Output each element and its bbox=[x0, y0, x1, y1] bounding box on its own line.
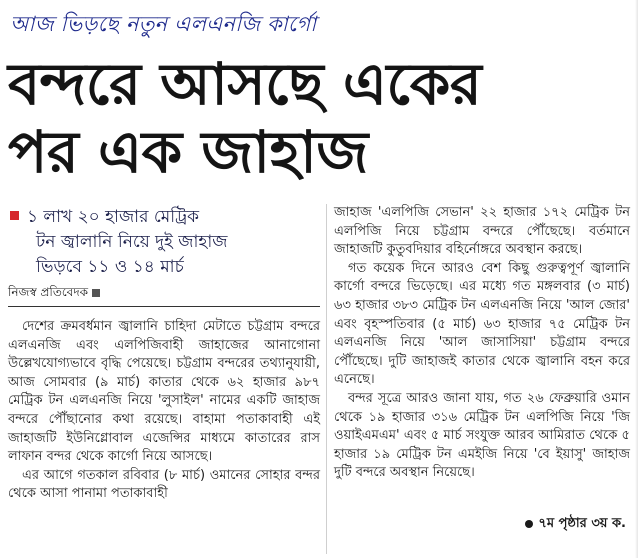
left-paragraph-2: এর আগে গতকাল রবিবার (৮ মার্চ) ওমানের সোহার বন্দর থেকে আসা পানামা পতাকাবাহী bbox=[8, 467, 320, 502]
byline-divider bbox=[8, 306, 320, 307]
article-summary bbox=[10, 205, 310, 280]
byline-square-icon bbox=[92, 289, 100, 297]
summary-line-1 bbox=[10, 205, 310, 230]
article-kicker: আজ ভিড়ছে নতুন এলএনজি কার্গো bbox=[10, 12, 317, 36]
article-headline bbox=[8, 50, 608, 186]
summary-line-3: ভিড়বে ১১ ও ১৪ মার্চ bbox=[36, 257, 184, 277]
byline-text: নিজস্ব প্রতিবেদক bbox=[8, 285, 89, 299]
headline-line-2: পর এক জাহাজ bbox=[8, 118, 368, 186]
bullet-dot-icon bbox=[525, 520, 533, 528]
headline-line-1: বন্দরে আসছে একের bbox=[8, 50, 482, 118]
right-paragraph-2: গত কয়েক দিনে আরও বেশ কিছু গুরুত্বপূর্ণ জ্বালানি কার্গো বন্দরে ভিড়েছে। এর মধ্যে গত মঙ্গলবার (৩ মার্চ) ৬৩ হাজার ৩৮৩ মেট্রিক টন এলএনজি নিয়ে 'আল জোর' এবং বৃহস্পতিবার (৫ মার্চ) ৬৩ হাজার ৭৫ মেট্রিক টন এলএনজি নিয়ে 'আল জাসাসিয়া' চট্টগ্রাম বন্দরে পৌঁছেছে। দুটি জাহাজই কাতার থেকে জ্বালানি বহন করে এনেছে। bbox=[334, 260, 630, 388]
left-paragraph-1: দেশের ক্রমবর্ধমান জ্বালানি চাহিদা মেটাতে চট্টগ্রাম বন্দরে এলএনজি এবং এলপিজিবাহী জাহাজের আনাগোনা উল্লেখযোগ্যভাবে বৃদ্ধি পেয়েছে। চট্টগ্রাম বন্দরের তথ্যানুযায়ী, আজ সোমবার (৯ মার্চ) কাতার থেকে ৬২ হাজার ৯৮৭ মেট্রিক টন এলএনজি নিয়ে 'লুসাইল' নামের একটি জাহাজ বন্দরে পৌঁছানোর কথা রয়েছে। বাহামা পতাকাবাহী এই জাহাজটি ইউনিগ্লোবাল এজেন্সির মাধ্যমে কাতারের রাস লাফান বন্দর থেকে কার্গো নিয়ে আসছে। bbox=[8, 319, 320, 465]
left-column bbox=[8, 318, 320, 504]
right-paragraph-3: বন্দর সূত্রে আরও জানা যায়, গত ২৬ ফেব্রুয়ারি ওমান থেকে ১৯ হাজার ৩১৬ মেট্রিক টন এলপিজি নিয়ে 'জি ওয়াইএমএম' এবং ৫ মার্চ সংযুক্ত আরব আমিরাত থেকে ৫ হাজার ১৯ মেট্রিক টন এমইজি নিয়ে 'বে ইয়াসু' জাহাজ দুটি বন্দরে অবস্থান নিয়েছে। bbox=[334, 390, 630, 481]
continuation-note bbox=[525, 514, 626, 535]
summary-text-1: ১ লাখ ২০ হাজার মেট্রিক bbox=[27, 207, 200, 227]
right-paragraph-1: জাহাজ 'এলপিজি সেভান' ২২ হাজার ১৭২ মেট্রিক টন এলপিজি নিয়ে চট্টগ্রাম বন্দরে পৌঁছেছে। বর্তমানে জাহাজটি কুতুবদিয়ার বহির্নোঙ্গরে অবস্থান করছে। bbox=[334, 205, 630, 258]
continuation-text: ৭ম পৃষ্ঠার ৩য় ক. bbox=[538, 516, 626, 531]
summary-line-2: টন জ্বালানি নিয়ে দুই জাহাজ bbox=[36, 232, 228, 252]
column-divider bbox=[326, 204, 327, 554]
right-column bbox=[334, 204, 630, 483]
byline bbox=[8, 284, 100, 304]
red-bullet-icon bbox=[10, 211, 19, 220]
